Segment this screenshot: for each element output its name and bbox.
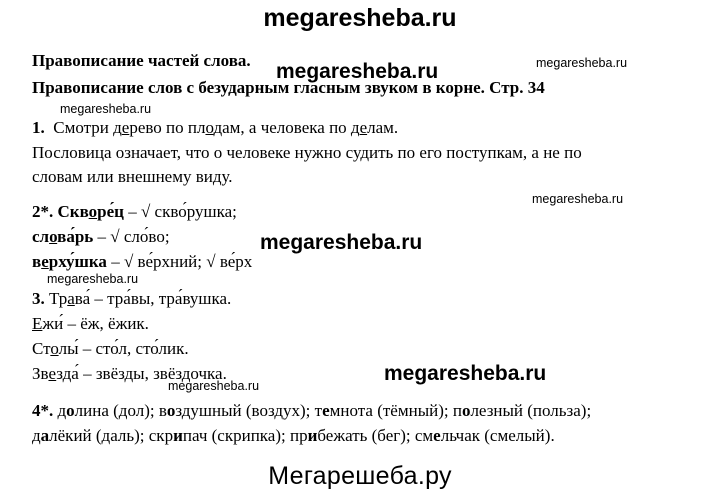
- task2-line-1: [32, 202, 237, 222]
- word: верху́шка: [32, 252, 107, 271]
- watermark-small: megaresheba.ru: [168, 379, 260, 393]
- watermark-large: megaresheba.ru: [384, 362, 547, 385]
- task1-number: 1.: [32, 118, 45, 137]
- watermark-small: megaresheba.ru: [60, 102, 152, 116]
- related-words: – √ скво́рушка;: [123, 202, 237, 221]
- related-words: – √ сло́во;: [93, 227, 170, 246]
- task3-line-2: Ежи́ – ёж, ёжик.: [32, 314, 149, 333]
- task1-explanation-1: Пословица означает, что о человеке нужно судить по его поступкам, а не по: [32, 143, 582, 162]
- task2-line-3: [32, 252, 252, 272]
- task1-proverb: [32, 118, 398, 138]
- task3-line-3: Столы́ – сто́л, сто́лик.: [32, 339, 189, 358]
- watermark-large: megaresheba.ru: [276, 60, 439, 83]
- watermark-top: megaresheba.ru: [263, 4, 457, 32]
- task4-line-2: далёкий (даль); скрипач (скрипка); прибежать (бег); смельчак (смелый).: [32, 426, 555, 445]
- watermark-small: megaresheba.ru: [532, 192, 624, 206]
- underlined-vowel: е: [359, 118, 368, 137]
- task4-number: 4*.: [32, 401, 54, 420]
- related-words: – √ ве́рхний; √ ве́рх: [106, 252, 253, 271]
- text-part: дам, а человека по д: [213, 118, 360, 137]
- text-part: рево по пл: [129, 118, 206, 137]
- underlined-vowel: е: [121, 118, 130, 137]
- word: слова́рь: [32, 227, 94, 246]
- task4-line-1: 4*. долина (дол); воздушный (воздух); темнота (тёмный); полезный (польза);: [32, 401, 592, 420]
- watermark-small: megaresheba.ru: [536, 56, 628, 70]
- task3-number: 3.: [32, 289, 45, 308]
- text-part: Смотри д: [53, 118, 122, 137]
- heading-line-2: Правописание слов с безударным гласным звуком в корне. Стр. 34: [32, 78, 545, 97]
- task2-number: 2*.: [32, 202, 54, 221]
- watermark-large: megaresheba.ru: [260, 231, 423, 254]
- task3-line-1: 3. Трава́ – тра́вы, тра́вушка.: [32, 289, 232, 308]
- task2-line-2: [32, 227, 170, 247]
- word: Скворе́ц: [57, 202, 124, 221]
- text-part: лам.: [367, 118, 399, 137]
- watermark-small: megaresheba.ru: [47, 272, 139, 286]
- heading-line-1: Правописание частей слова.: [32, 51, 251, 70]
- task3-line-4: Звезда́ – звёзды, звёздочка.: [32, 364, 227, 383]
- underlined-vowel: о: [205, 118, 214, 137]
- watermark-bottom: Мегарешеба.ру: [268, 462, 452, 490]
- task1-explanation-2: словам или внешнему виду.: [32, 167, 233, 186]
